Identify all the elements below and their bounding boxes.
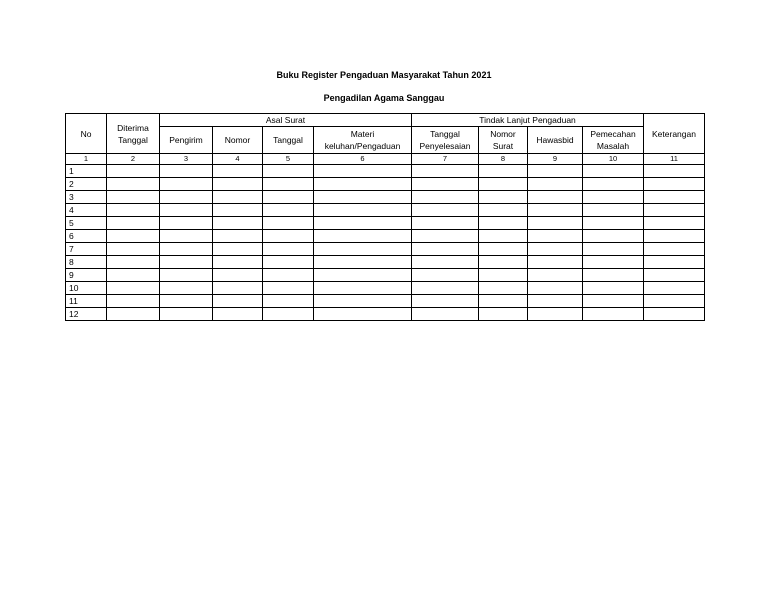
header-materi: Materi keluhan/Pengaduan — [314, 127, 412, 154]
empty-cell — [107, 217, 160, 230]
header-no: No — [66, 114, 107, 154]
row-number: 4 — [66, 204, 107, 217]
empty-cell — [479, 217, 528, 230]
empty-cell — [528, 295, 583, 308]
table-row — [66, 256, 705, 269]
empty-cell — [528, 230, 583, 243]
empty-cell — [479, 269, 528, 282]
empty-cell — [528, 204, 583, 217]
empty-cell — [528, 178, 583, 191]
empty-cell — [314, 191, 412, 204]
empty-cell — [412, 256, 479, 269]
empty-cell — [263, 165, 314, 178]
empty-cell — [213, 230, 263, 243]
empty-cell — [583, 308, 644, 321]
empty-cell — [107, 282, 160, 295]
empty-cell — [644, 308, 705, 321]
empty-cell — [528, 217, 583, 230]
empty-cell — [583, 230, 644, 243]
empty-cell — [479, 256, 528, 269]
empty-cell — [314, 204, 412, 217]
empty-cell — [107, 269, 160, 282]
header-pengirim: Pengirim — [160, 127, 213, 154]
row-number: 3 — [66, 191, 107, 204]
empty-cell — [479, 178, 528, 191]
row-number: 10 — [66, 282, 107, 295]
empty-cell — [314, 230, 412, 243]
empty-cell — [412, 178, 479, 191]
empty-cell — [583, 165, 644, 178]
empty-cell — [160, 256, 213, 269]
empty-cell — [107, 204, 160, 217]
empty-cell — [314, 256, 412, 269]
empty-cell — [213, 191, 263, 204]
column-number: 5 — [263, 154, 314, 165]
empty-cell — [263, 295, 314, 308]
empty-cell — [263, 191, 314, 204]
table-row — [66, 178, 705, 191]
empty-cell — [314, 269, 412, 282]
header-nomor: Nomor — [213, 127, 263, 154]
empty-cell — [160, 217, 213, 230]
empty-cell — [412, 295, 479, 308]
empty-cell — [644, 165, 705, 178]
header-keterangan: Keterangan — [644, 114, 705, 154]
empty-cell — [583, 295, 644, 308]
page-title: Buku Register Pengaduan Masyarakat Tahun 2021 — [276, 70, 492, 80]
empty-cell — [160, 191, 213, 204]
column-number: 11 — [644, 154, 705, 165]
empty-cell — [583, 217, 644, 230]
empty-cell — [107, 178, 160, 191]
empty-cell — [263, 269, 314, 282]
empty-cell — [213, 165, 263, 178]
empty-cell — [644, 178, 705, 191]
empty-cell — [160, 204, 213, 217]
page-subtitle: Pengadilan Agama Sanggau — [323, 93, 445, 103]
empty-cell — [644, 191, 705, 204]
column-number: 1 — [66, 154, 107, 165]
empty-cell — [263, 230, 314, 243]
empty-cell — [528, 191, 583, 204]
row-number: 12 — [66, 308, 107, 321]
empty-cell — [213, 282, 263, 295]
empty-cell — [213, 269, 263, 282]
column-number: 6 — [314, 154, 412, 165]
row-number: 2 — [66, 178, 107, 191]
empty-cell — [263, 217, 314, 230]
column-number: 7 — [412, 154, 479, 165]
table-row — [66, 217, 705, 230]
empty-cell — [412, 269, 479, 282]
empty-cell — [160, 230, 213, 243]
empty-cell — [644, 243, 705, 256]
empty-cell — [160, 165, 213, 178]
empty-cell — [412, 243, 479, 256]
empty-cell — [160, 178, 213, 191]
header-diterima-tanggal: Diterima Tanggal — [107, 114, 160, 154]
table-row — [66, 243, 705, 256]
empty-cell — [644, 295, 705, 308]
header-nomor-surat: Nomor Surat — [479, 127, 528, 154]
empty-cell — [412, 217, 479, 230]
empty-cell — [160, 269, 213, 282]
empty-cell — [213, 243, 263, 256]
empty-cell — [412, 282, 479, 295]
register-table — [65, 113, 705, 321]
empty-cell — [107, 230, 160, 243]
empty-cell — [644, 282, 705, 295]
row-number: 7 — [66, 243, 107, 256]
empty-cell — [583, 269, 644, 282]
empty-cell — [107, 165, 160, 178]
empty-cell — [107, 295, 160, 308]
empty-cell — [479, 165, 528, 178]
empty-cell — [479, 308, 528, 321]
row-number: 6 — [66, 230, 107, 243]
empty-cell — [528, 269, 583, 282]
empty-cell — [314, 282, 412, 295]
table-row — [66, 269, 705, 282]
empty-cell — [314, 165, 412, 178]
empty-cell — [160, 308, 213, 321]
column-number: 8 — [479, 154, 528, 165]
row-number: 8 — [66, 256, 107, 269]
column-number: 3 — [160, 154, 213, 165]
empty-cell — [107, 243, 160, 256]
empty-cell — [107, 191, 160, 204]
empty-cell — [314, 295, 412, 308]
empty-cell — [528, 308, 583, 321]
table-row — [66, 191, 705, 204]
column-number: 2 — [107, 154, 160, 165]
table-row — [66, 308, 705, 321]
empty-cell — [213, 308, 263, 321]
empty-cell — [479, 204, 528, 217]
empty-cell — [583, 243, 644, 256]
empty-cell — [263, 282, 314, 295]
empty-cell — [479, 230, 528, 243]
column-number: 10 — [583, 154, 644, 165]
header-group-asal-surat: Asal Surat — [160, 114, 412, 127]
empty-cell — [644, 204, 705, 217]
empty-cell — [528, 243, 583, 256]
row-number: 5 — [66, 217, 107, 230]
row-number: 9 — [66, 269, 107, 282]
empty-cell — [263, 256, 314, 269]
empty-cell — [314, 243, 412, 256]
empty-cell — [412, 204, 479, 217]
empty-cell — [160, 295, 213, 308]
empty-cell — [263, 243, 314, 256]
empty-cell — [107, 256, 160, 269]
empty-cell — [583, 256, 644, 269]
row-number: 11 — [66, 295, 107, 308]
empty-cell — [263, 308, 314, 321]
empty-cell — [644, 217, 705, 230]
empty-cell — [213, 295, 263, 308]
empty-cell — [314, 217, 412, 230]
table-row — [66, 230, 705, 243]
empty-cell — [160, 282, 213, 295]
empty-cell — [412, 230, 479, 243]
empty-cell — [528, 282, 583, 295]
empty-cell — [263, 178, 314, 191]
empty-cell — [583, 191, 644, 204]
empty-cell — [412, 191, 479, 204]
empty-cell — [213, 217, 263, 230]
empty-cell — [213, 256, 263, 269]
empty-cell — [528, 256, 583, 269]
empty-cell — [644, 256, 705, 269]
empty-cell — [583, 178, 644, 191]
table-row — [66, 282, 705, 295]
header-hawasbid: Hawasbid — [528, 127, 583, 154]
empty-cell — [479, 191, 528, 204]
table-row — [66, 295, 705, 308]
empty-cell — [213, 204, 263, 217]
empty-cell — [160, 243, 213, 256]
empty-cell — [314, 178, 412, 191]
table-row — [66, 165, 705, 178]
column-number: 9 — [528, 154, 583, 165]
header-tanggal: Tanggal — [263, 127, 314, 154]
empty-cell — [479, 243, 528, 256]
table-row — [66, 204, 705, 217]
empty-cell — [314, 308, 412, 321]
header-group-tindak-lanjut: Tindak Lanjut Pengaduan — [412, 114, 644, 127]
empty-cell — [644, 230, 705, 243]
empty-cell — [479, 282, 528, 295]
empty-cell — [412, 165, 479, 178]
column-number-row — [66, 154, 705, 165]
empty-cell — [528, 165, 583, 178]
empty-cell — [412, 308, 479, 321]
row-number: 1 — [66, 165, 107, 178]
empty-cell — [213, 178, 263, 191]
empty-cell — [583, 204, 644, 217]
empty-cell — [583, 282, 644, 295]
empty-cell — [479, 295, 528, 308]
empty-cell — [644, 269, 705, 282]
empty-cell — [263, 204, 314, 217]
header-pemecahan-masalah: Pemecahan Masalah — [583, 127, 644, 154]
header-tanggal-penyelesaian: Tanggal Penyelesaian — [412, 127, 479, 154]
empty-cell — [107, 308, 160, 321]
column-number: 4 — [213, 154, 263, 165]
